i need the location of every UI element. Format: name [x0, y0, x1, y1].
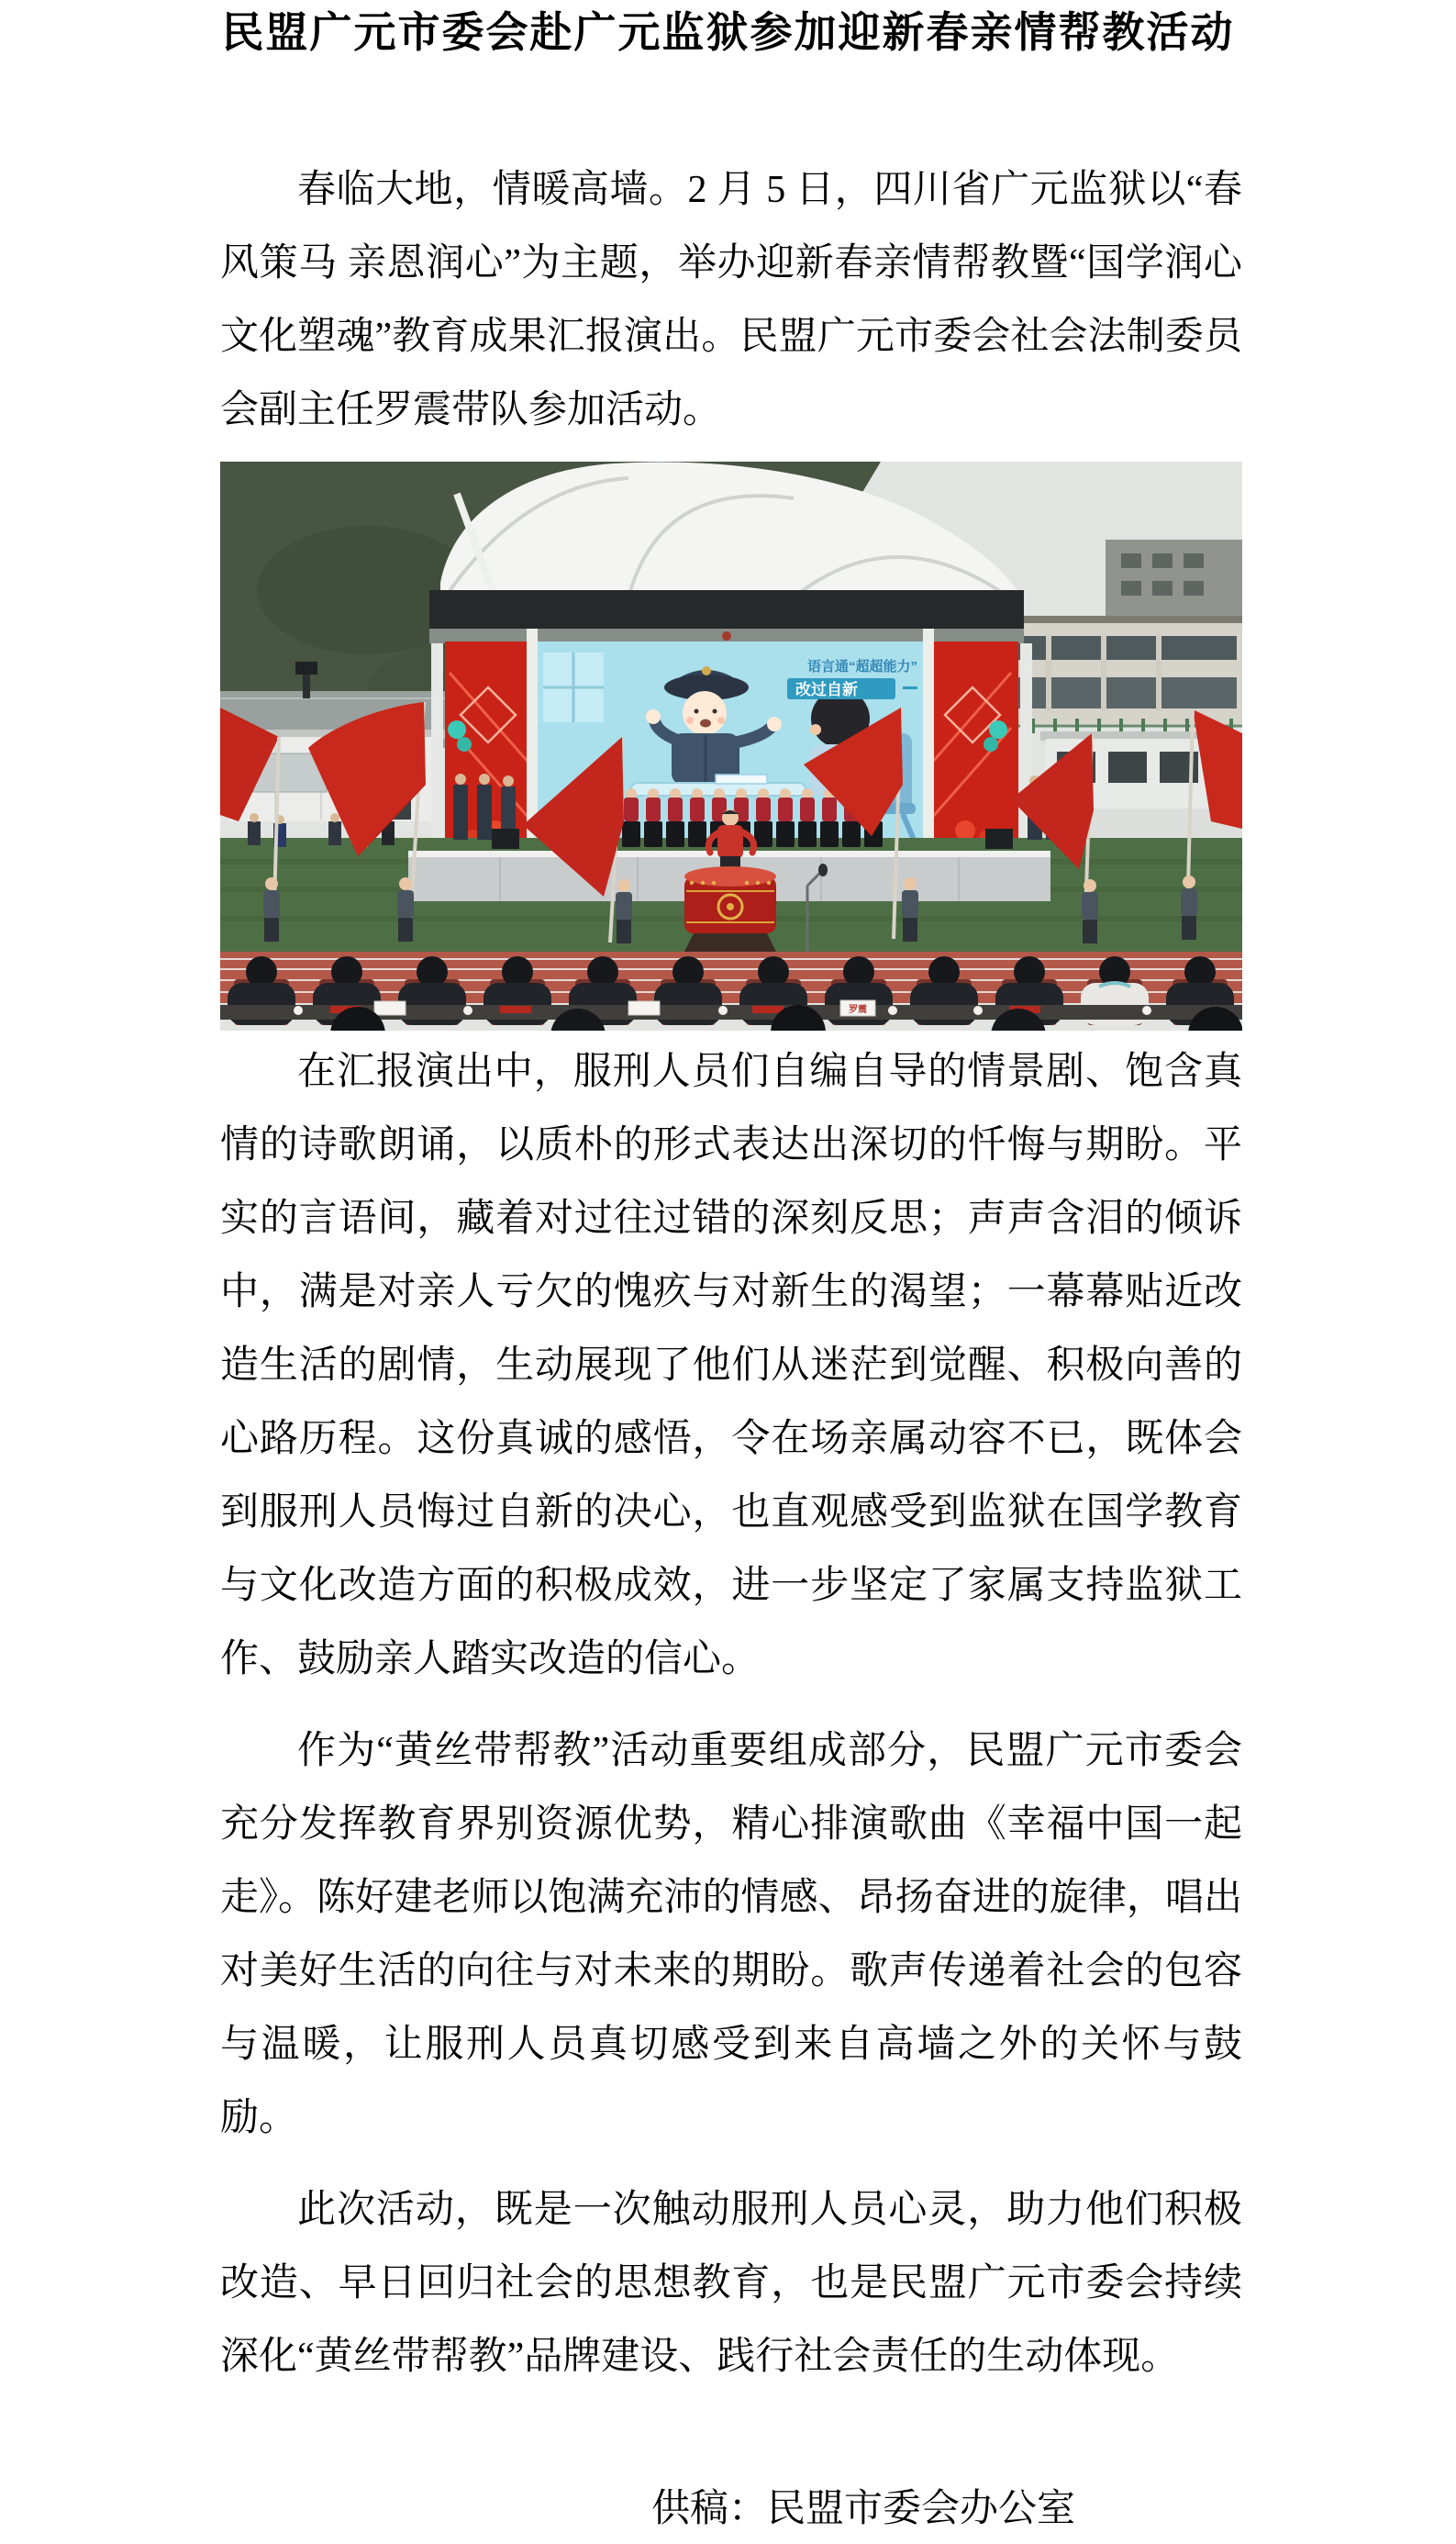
byline: 供稿：民盟市委会办公室 — [651, 2488, 1076, 2530]
screen-caption-2: 改过自新 — [795, 681, 858, 698]
paragraph-4: 此次活动，既是一次触动服刑人员心灵，助力他们积极改造、早日回归社会的思想教育，也是民盟广元市委会持续深化“黄丝带帮教”品牌建设、践行社会责任的生动体现。 — [220, 2189, 1242, 2378]
paragraph-1: 春临大地，情暖高墙。2 月 5 日，四川省广元监狱以“春风策马 亲恩润心”为主题，举办迎新春亲情帮教暨“国学润心 文化塑魂”教育成果汇报演出。民盟广元市委会社会法制委员会副主任罗震带队参加活动。 — [220, 169, 1242, 431]
paragraph-3: 作为“黄丝带帮教”活动重要组成部分，民盟广元市委会充分发挥教育界别资源优势，精心排演歌曲《幸福中国一起走》。陈好建老师以饱满充沛的情感、昂扬奋进的旋律，唱出对美好生活的向往与对未来的期盼。歌声传递着社会的包容与温暖，让服刑人员真切感受到来自高墙之外的关怀与鼓励。 — [220, 1730, 1242, 2139]
screen-red-panel-right — [927, 642, 1018, 851]
paragraph-2: 在汇报演出中，服刑人员们自编自导的情景剧、饱含真情的诗歌朗诵，以质朴的形式表达出深切的忏悔与期盼。平实的言语间，藏着对过往过错的深刻反思；声声含泪的倾诉中，满是对亲人亏欠的愧疚与对新生的渴望；一幕幕贴近改造生活的剧情，生动展现了他们从迷茫到觉醒、积极向善的心路历程。这份真诚的感悟，令在场亲属动容不已，既体会到服刑人员悔过自新的决心，也直观感受到监狱在国学教育与文化改造方面的积极成效，进一步坚定了家属支持监狱工作、鼓励亲人踏实改造的信心。 — [220, 1051, 1242, 1680]
article-body — [220, 153, 1242, 2393]
name-card — [840, 1000, 875, 1016]
screen-caption-1: 语言通“超超能力” — [806, 659, 917, 675]
svg-text:罗震: 罗震 — [849, 1005, 867, 1015]
event-photo — [220, 462, 1242, 1031]
stage-truss — [429, 590, 1024, 629]
article-title: 民盟广元市委会赴广元监狱参加迎新春亲情帮教活动 — [221, 9, 1235, 56]
red-drum — [684, 866, 776, 952]
canopy-column-right — [923, 629, 934, 851]
